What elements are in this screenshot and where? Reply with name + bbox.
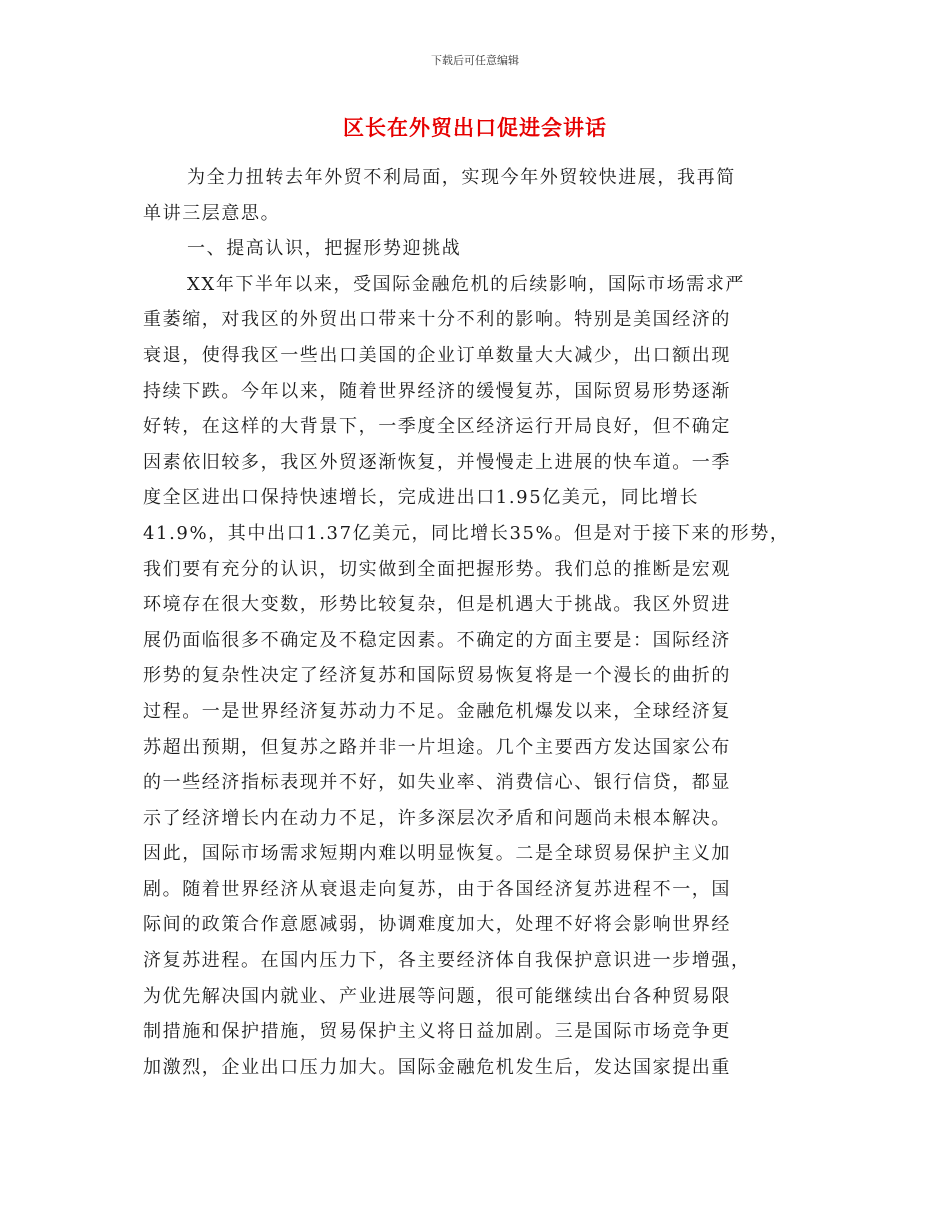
paragraph-line: 因此，国际市场需求短期内难以明显恢复。二是全球贸易保护主义加 bbox=[143, 843, 731, 865]
paragraph-line: 形势的复杂性决定了经济复苏和国际贸易恢复将是一个漫长的曲折的 bbox=[143, 665, 731, 687]
paragraph-line: 单讲三层意思。 bbox=[143, 202, 281, 224]
paragraph-line: 持续下跌。今年以来，随着世界经济的缓慢复苏，国际贸易形势逐渐 bbox=[143, 380, 731, 402]
paragraph-line: 41.9%，其中出口1.37亿美元，同比增长35%。但是对于接下来的形势， bbox=[143, 522, 790, 544]
paragraph-line: 环境存在很大变数，形势比较复杂，但是机遇大于挑战。我区外贸进 bbox=[143, 594, 731, 616]
paragraph-line: 为全力扭转去年外贸不利局面，实现今年外贸较快进展，我再简 bbox=[187, 167, 736, 188]
paragraph-line: 衰退，使得我区一些出口美国的企业订单数量大大减少，出口额出现 bbox=[143, 344, 731, 366]
document-title: 区长在外贸出口促进会讲话 bbox=[343, 116, 607, 140]
paragraph-line: 苏超出预期，但复苏之路并非一片坦途。几个主要西方发达国家公布 bbox=[143, 736, 731, 758]
paragraph-line: 因素依旧较多，我区外贸逐渐恢复，并慢慢走上进展的快车道。一季 bbox=[143, 451, 731, 473]
section-heading: 一、提高认识，把握形势迎挑战 bbox=[187, 238, 462, 260]
paragraph-line: 的一些经济指标表现并不好，如失业率、消费信心、银行信贷，都显 bbox=[143, 772, 731, 794]
paragraph-line: XX年下半年以来，受国际金融危机的后续影响，国际市场需求严 bbox=[187, 273, 746, 295]
paragraph-line: 我们要有充分的认识，切实做到全面把握形势。我们总的推断是宏观 bbox=[143, 558, 731, 580]
document-body bbox=[143, 160, 803, 1085]
paragraph-line: 制措施和保护措施，贸易保护主义将日益加剧。三是国际市场竞争更 bbox=[143, 1021, 731, 1043]
paragraph-line: 示了经济增长内在动力不足，许多深层次矛盾和问题尚未根本解决。 bbox=[143, 807, 731, 829]
paragraph-line: 展仍面临很多不确定及不稳定因素。不确定的方面主要是：国际经济 bbox=[143, 629, 731, 651]
header-note: 下载后可任意编辑 bbox=[431, 54, 519, 67]
paragraph-line: 度全区进出口保持快速增长，完成进出口1.95亿美元，同比增长 bbox=[143, 487, 700, 509]
paragraph-line: 剧。随着世界经济从衰退走向复苏，由于各国经济复苏进程不一，国 bbox=[143, 878, 731, 900]
paragraph-line: 为优先解决国内就业、产业进展等问题，很可能继续出台各种贸易限 bbox=[143, 985, 731, 1007]
paragraph-line: 加激烈，企业出口压力加大。国际金融危机发生后，发达国家提出重 bbox=[143, 1056, 731, 1078]
paragraph-line: 济复苏进程。在国内压力下，各主要经济体自我保护意识进一步增强， bbox=[143, 950, 751, 972]
paragraph-line: 重萎缩，对我区的外贸出口带来十分不利的影响。特别是美国经济的 bbox=[143, 309, 731, 331]
paragraph-line: 好转，在这样的大背景下，一季度全区经济运行开局良好，但不确定 bbox=[143, 416, 731, 438]
paragraph-line: 过程。一是世界经济复苏动力不足。金融危机爆发以来，全球经济复 bbox=[143, 700, 731, 722]
paragraph-line: 际间的政策合作意愿减弱，协调难度加大，处理不好将会影响世界经 bbox=[143, 914, 731, 936]
